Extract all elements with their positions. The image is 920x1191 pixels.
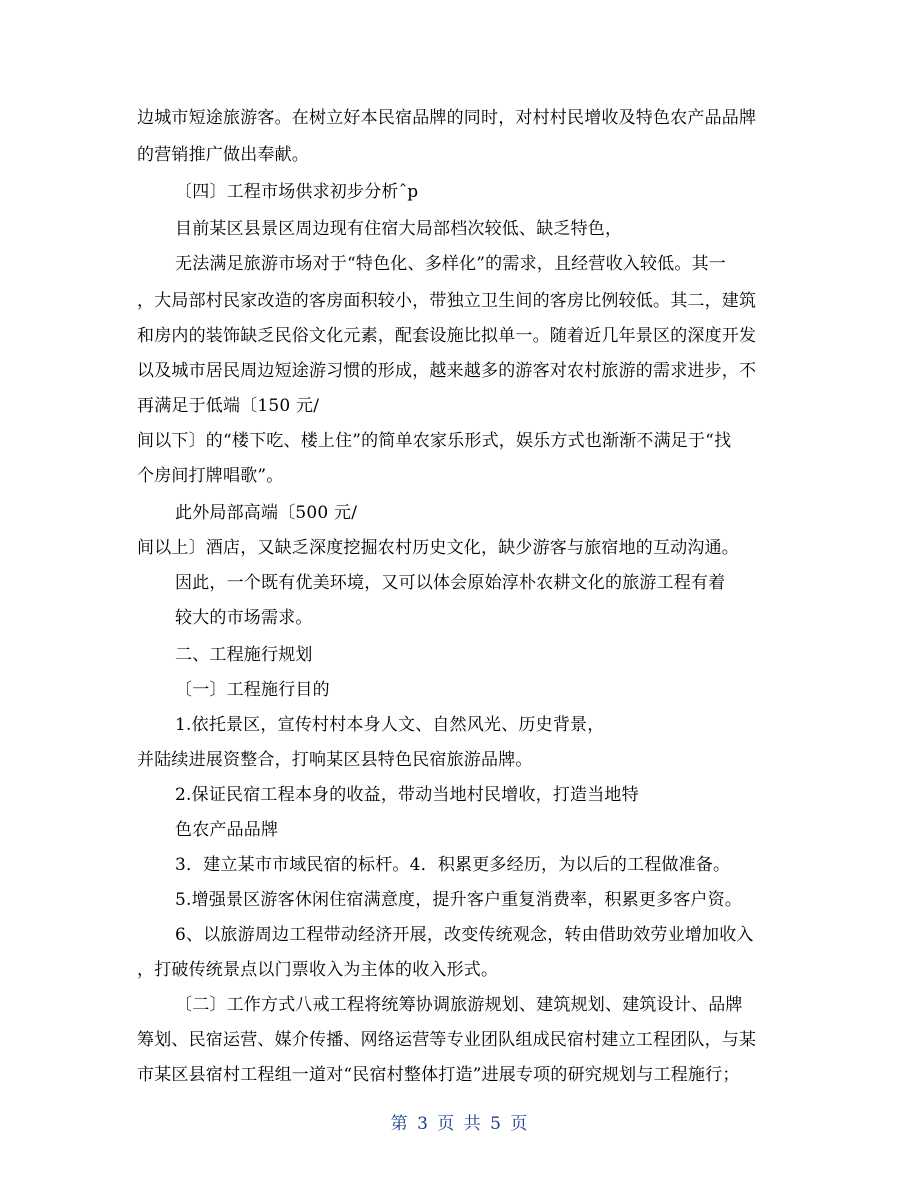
text-line: 和房内的装饰缺乏民俗文化元素，配套设施比拟单一。随着近几年景区的深度开发 bbox=[137, 326, 757, 346]
text-line: 间以上〕酒店，又缺乏深度挖掘农村历史文化，缺少游客与旅宿地的互动沟通。 bbox=[137, 538, 739, 558]
text-line: 以及城市居民周边短途游习惯的形成，越来越多的游客对农村旅游的需求进步，不 bbox=[137, 361, 757, 381]
text-line: 无法满足旅游市场对于“特色化、多样化”的需求，且经营收入较低。其一 bbox=[175, 254, 726, 274]
text-line: 1.依托景区，宣传村村本身人文、自然风光、历史背景， bbox=[175, 715, 605, 735]
section-heading: 〔一〕工程施行目的 bbox=[175, 680, 330, 700]
text-line: ，大局部村民家改造的客房面积较小，带独立卫生间的客房比例较低。其二，建筑 bbox=[137, 291, 757, 311]
text-line: 此外局部高端〔500 元/ bbox=[175, 503, 358, 523]
text-line: 市某区县宿村工程组一道对“民宿村整体打造”进展专项的研究规划与工程施行； bbox=[137, 1065, 740, 1085]
text-line: 6、以旅游周边工程带动经济开展，改变传统观念，转由借助效劳业增加收入 bbox=[175, 925, 754, 945]
text-line: 3．建立某市市域民宿的标杆。4．积累更多经历，为以后的工程做准备。 bbox=[175, 855, 731, 875]
text-line: 因此，一个既有优美环境，又可以体会原始淳朴农耕文化的旅游工程有着 bbox=[175, 573, 726, 593]
text-line: 并陆续进展资整合，打响某区县特色民宿旅游品牌。 bbox=[137, 750, 533, 770]
text-line: 间以下〕的“楼下吃、楼上住”的简单农家乐形式，娱乐方式也渐渐不满足于“找 bbox=[137, 431, 732, 451]
page-number: 第 3 页 共 5 页 bbox=[390, 1114, 530, 1134]
text-line: 目前某区县景区周边现有住宿大局部档次较低、缺乏特色， bbox=[175, 219, 623, 239]
text-line: 2.保证民宿工程本身的收益，带动当地村民增收，打造当地特 bbox=[175, 785, 639, 805]
text-line: 再满足于低端〔150 元/ bbox=[137, 396, 320, 416]
section-heading: 二、工程施行规划 bbox=[175, 645, 313, 665]
text-line: 5.增强景区游客休闲住宿满意度，提升客户重复消费率，积累更多客户资。 bbox=[175, 890, 743, 910]
text-line: 色农产品品牌 bbox=[175, 820, 279, 840]
text-line: 的营销推广做出奉献。 bbox=[137, 145, 309, 165]
section-heading: 〔四〕工程市场供求初步分析ˆp bbox=[175, 182, 419, 202]
text-line: 筹划、民宿运营、媒介传播、网络运营等专业团队组成民宿村建立工程团队，与某 bbox=[137, 1030, 757, 1050]
text-line: 〔二〕工作方式八戒工程将统筹协调旅游规划、建筑规划、建筑设计、品牌 bbox=[175, 995, 743, 1015]
text-line: 较大的市场需求。 bbox=[175, 608, 313, 628]
text-line: 边城市短途旅游客。在树立好本民宿品牌的同时，对村村民增收及特色农产品品牌 bbox=[137, 108, 757, 128]
text-line: ，打破传统景点以门票收入为主体的收入形式。 bbox=[137, 960, 499, 980]
text-line: 个房间打牌唱歌”。 bbox=[137, 466, 284, 486]
